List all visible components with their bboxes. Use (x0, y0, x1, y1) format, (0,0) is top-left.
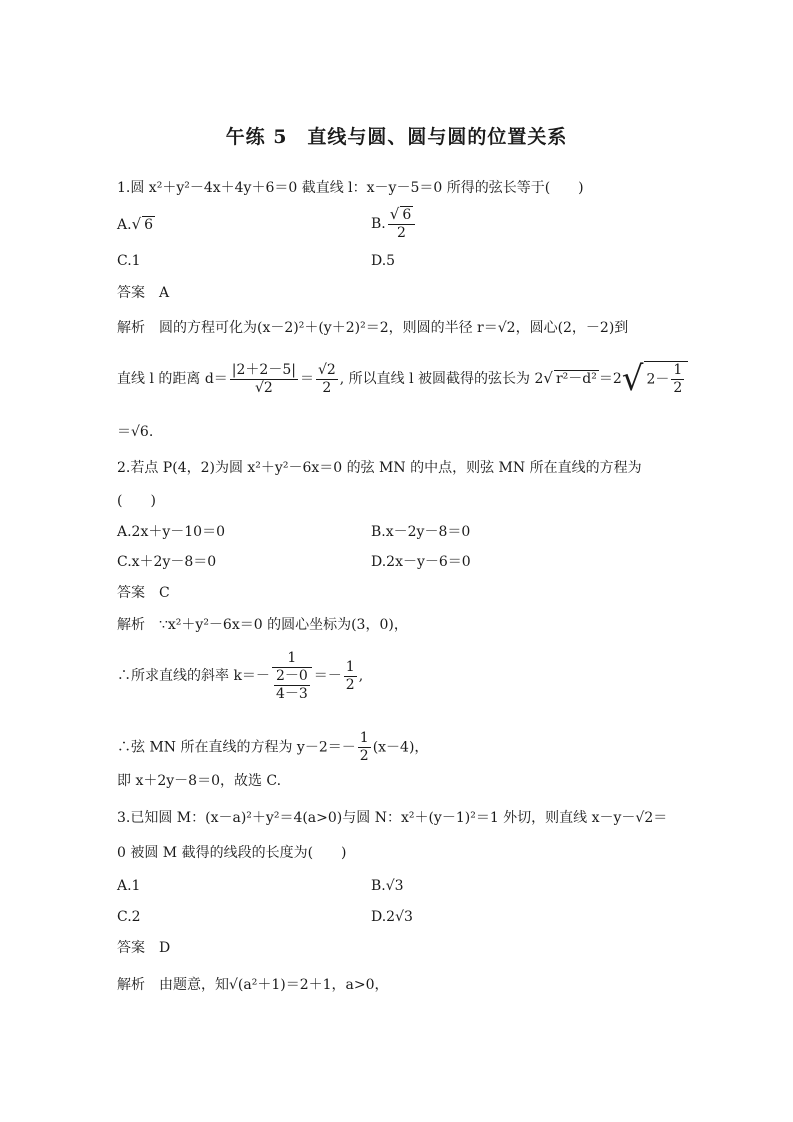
q1-solution-line3: ＝√6. (117, 424, 154, 440)
q2-line-numerator: 1 (359, 730, 369, 746)
q2-solution-equals: ＝－ (313, 668, 342, 684)
q1-distance-fraction (230, 362, 298, 397)
q2-slope-result (344, 659, 357, 694)
q1-radicand2-fraction (671, 362, 684, 397)
q1-solution-text2c: ＝2 (598, 371, 622, 387)
q1-chord-radicand2 (644, 361, 688, 397)
q2-solution-comma: , (358, 668, 364, 684)
q2-line-denominator: 2 (359, 748, 369, 764)
q1-option-b-denominator: 2 (397, 225, 406, 241)
q3-option-c: C.2 (117, 909, 141, 925)
solution-label: 解析 (117, 617, 145, 633)
q1-option-b-prefix: B. (371, 216, 386, 232)
q1-solution-text2b: , 所以直线 l 被圆截得的弦长为 2 (339, 371, 544, 387)
equals-sign: ＝ (299, 371, 314, 387)
solution-label: 解析 (117, 977, 145, 993)
q2-slope-result-numerator: 1 (345, 658, 355, 675)
q1-distance-result-denominator: 2 (322, 379, 332, 396)
q3-solution-line1 (117, 975, 389, 995)
q1-solution-text1: 圆的方程可化为(x－2)²＋(y＋2)²＝2，则圆的半径 r＝√2，圆心(2，－2)到 (159, 320, 629, 336)
q1-stem: 1.圆 x²＋y²－4x＋4y＋6＝0 截直线 l：x－y－5＝0 所得的弦长等于( ) (117, 180, 584, 196)
q1-option-c: C.1 (117, 253, 141, 269)
q3-stem-line2: 0 被圆 M 截得的线段的长度为( ) (117, 845, 347, 861)
q2-solution-text3b: (x－4)， (372, 739, 429, 756)
q3-solution-text1: 由题意，知√(a²＋1)＝2＋1，a>0， (159, 977, 389, 993)
q2-option-a: A.2x＋y－10＝0 (117, 524, 225, 540)
q1-solution-text2a: 直线 l 的距离 d＝ (117, 371, 228, 387)
q3-option-b: B.√3 (371, 878, 404, 894)
page-title: 午练 5 直线与圆、圆与圆的位置关系 (225, 126, 568, 148)
q3-answer-value: D (159, 940, 171, 956)
q1-option-a-radicand: 6 (144, 217, 154, 233)
q1-answer-value: A (159, 285, 170, 301)
q2-slope-numerator: 1 (272, 650, 312, 668)
q2-solution-line3 (117, 730, 428, 765)
q2-inner-numerator: 2－0 (275, 667, 308, 684)
q1-option-b (371, 206, 417, 242)
q1-answer (117, 283, 169, 303)
answer-label: 答案 (117, 940, 145, 956)
q2-slope-result-denominator: 2 (345, 676, 355, 693)
q2-solution-text3a: ∴弦 MN 所在直线的方程为 y－2＝－ (117, 739, 356, 756)
q1-solution-line2 (117, 358, 688, 399)
q2-answer (117, 583, 170, 603)
q1-radicand2-text: 2－ (646, 371, 670, 387)
q1-distance-numerator: |2＋2－5| (231, 361, 296, 378)
q1-distance-denominator: √2 (254, 379, 273, 396)
q2-stem-line1: 2.若点 P(4，2)为圆 x²＋y²－6x＝0 的弦 MN 的中点，则弦 MN 所在直线的方程为 (117, 460, 642, 476)
q2-inner-denominator: 4－3 (275, 685, 308, 702)
q3-answer (117, 938, 170, 958)
q1-radicand2-denominator: 2 (673, 379, 683, 396)
q2-slope-denominator (272, 668, 312, 703)
q1-distance-result (316, 362, 338, 397)
q2-solution-line1 (117, 615, 408, 635)
q2-option-d: D.2x－y－6＝0 (371, 554, 471, 570)
q1-option-b-numerator: 6 (402, 207, 412, 223)
solution-label: 解析 (117, 320, 145, 336)
sqrt-symbol: √ (131, 215, 142, 233)
q2-solution-line2 (117, 646, 363, 706)
q2-option-c: C.x＋2y－8＝0 (117, 554, 217, 570)
q2-line-fraction (358, 730, 371, 765)
q2-slope-fraction (272, 650, 312, 703)
q2-answer-value: C (159, 585, 170, 601)
q1-option-a (117, 214, 155, 235)
q2-stem-line2: ( ) (117, 493, 156, 509)
q1-solution-line1 (117, 318, 628, 338)
q1-option-a-prefix: A. (117, 217, 132, 233)
q1-chord-radicand: r²－d² (555, 371, 597, 387)
q2-option-b: B.x－2y－8＝0 (371, 524, 471, 540)
sqrt-symbol: √ (621, 359, 644, 399)
q1-radicand2-numerator: 1 (673, 361, 683, 378)
q3-stem-line1: 3.已知圆 M：(x－a)²＋y²＝4(a>0)与圆 N：x²＋(y－1)²＝1 外切，则直线 x－y－√2＝ (117, 810, 668, 826)
q2-solution-line4: 即 x＋2y－8＝0，故选 C. (117, 773, 282, 789)
answer-label: 答案 (117, 585, 145, 601)
answer-label: 答案 (117, 285, 145, 301)
q2-solution-text2a: ∴所求直线的斜率 k＝－ (117, 668, 270, 684)
q1-option-b-fraction: $\frac{√ 6}{2}$ (388, 206, 415, 242)
q1-option-d: D.5 (371, 253, 396, 269)
q2-inner-fraction (274, 668, 310, 703)
sqrt-symbol: √ (543, 369, 553, 387)
q1-distance-result-numerator: √2 (317, 361, 336, 378)
q3-option-d: D.2√3 (371, 909, 413, 925)
q2-solution-text1: ∵x²＋y²－6x＝0 的圆心坐标为(3，0)， (159, 617, 408, 633)
q3-option-a: A.1 (117, 878, 141, 894)
